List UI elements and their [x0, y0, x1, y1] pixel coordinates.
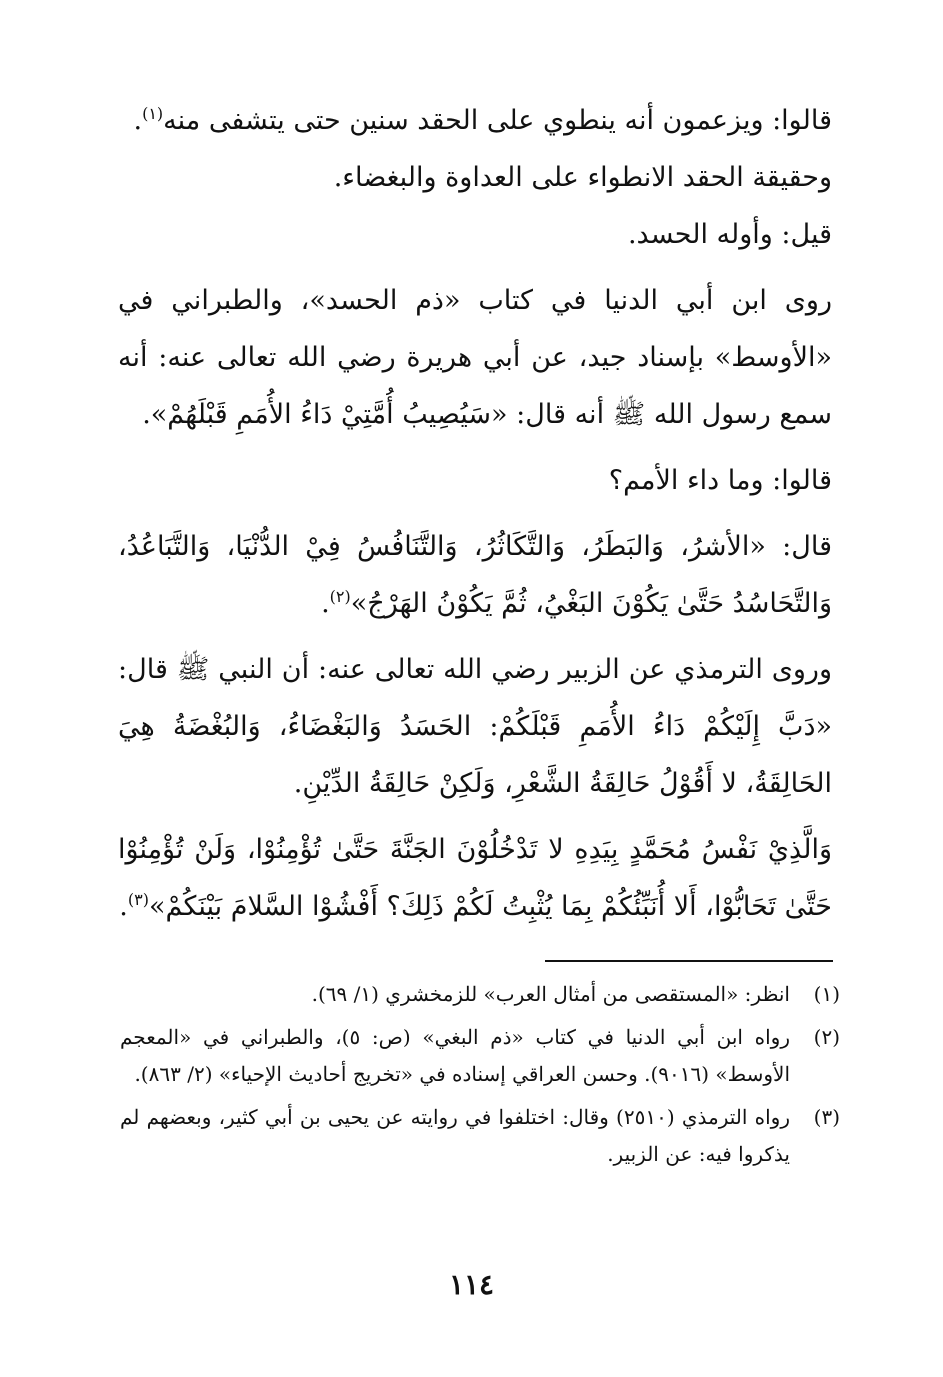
paragraph-1-text: قالوا: ويزعمون أنه ينطوي على الحقد سنين حتى يتشفى منه	[163, 105, 832, 136]
paragraph-8-end: .	[119, 891, 128, 922]
paragraph-7: وروى الترمذي عن الزبير رضي الله تعالى عنه: أن النبي ﷺ قال: «دَبَّ إِلَيْكُمْ دَاءُ الأُمَمِ قَبْلَكُمْ: الحَسَدُ وَالبَغْضَاءُ، وَالبُغْضَةُ هِيَ الحَالِقَةُ، لا أَقُوْلُ حَالِقَةُ الشَّعْرِ، وَلَكِنْ حَالِقَةُ الدِّيْنِ.	[118, 654, 832, 799]
paragraph-3: قيل: وأوله الحسد.	[627, 219, 832, 250]
paragraph-1-end: .	[133, 105, 143, 136]
paragraph-2: وحقيقة الحقد الانطواء على العداوة والبغضاء.	[333, 162, 832, 193]
paragraph-4: روى ابن أبي الدنيا في كتاب «ذم الحسد»، والطبراني في «الأوسط» بإسناد جيد، عن أبي هريرة رضي الله تعالى عنه: أنه سمع رسول الله ﷺ أنه قال: «سَيُصِيبُ أُمَّتِيْ دَاءُ الأُمَمِ قَبْلَهُمْ».	[118, 285, 832, 430]
paragraph-6-end: .	[321, 588, 330, 619]
footnote-text: رواه ابن أبي الدنيا في كتاب «ذم البغي» (ص: ٥)، والطبراني في «المعجم الأوسط» (٩٠١٦). وحسن العراقي إسناده في «تخريج أحاديث الإحياء» (٢/ ٨٦٣).	[120, 1025, 790, 1086]
footnote-ref-2: (٢)	[329, 587, 351, 606]
paragraph-1	[118, 92, 832, 149]
paragraph-6-text: قال: «الأشرُ، وَالبَطَرُ، وَالتَّكَاثُرُ، وَالتَّنَافُسُ فِيْ الدُّنْيَا، وَالتَّبَاعُدُ، وَالتَّحَاسُدُ حَتَّىٰ يَكُوْنَ البَغْيُ، ثُمَّ يَكُوْنُ الهَرْجُ»	[118, 531, 832, 619]
footnote-ref-3: (٣)	[127, 890, 149, 909]
footnote-3	[120, 1099, 840, 1173]
footnote-2	[120, 1019, 840, 1093]
paragraph-8	[118, 821, 832, 935]
paragraph-8-text: وَالَّذِيْ نَفْسُ مُحَمَّدٍ بِيَدِهِ لا تَدْخُلُوْنَ الجَنَّةَ حَتَّىٰ تُؤْمِنُوْا، وَلَنْ تُؤْمِنُوْا حَتَّىٰ تَحَابُّوْا، أَلا أُنَبِّئُكُمْ بِمَا يُثْبِتُ لَكُمْ ذَلِكَ؟ أَفْشُوْا السَّلامَ بَيْنَكُمْ»	[118, 834, 832, 922]
footnote-text: انظر: «المستقصى من أمثال العرب» للزمخشري (١/ ٦٩).	[311, 982, 790, 1006]
footnote-number: (٢)	[813, 1025, 840, 1049]
main-text	[118, 92, 832, 935]
footnote-ref-1: (١)	[142, 104, 164, 123]
footnote-divider	[545, 960, 833, 962]
paragraph-6	[118, 518, 832, 632]
footnote-number: (٣)	[813, 1105, 840, 1129]
footnote-text: رواه الترمذي (٢٥١٠) وقال: اختلفوا في روايته عن يحيى بن أبي كثير، وبعضهم لم يذكروا فيه: عن الزبير.	[120, 1105, 790, 1166]
footnote-1	[120, 976, 840, 1013]
page-number: ١١٤	[448, 1268, 495, 1301]
footnotes	[120, 976, 840, 1179]
paragraph-5: قالوا: وما داء الأمم؟	[608, 465, 832, 496]
footnote-number: (١)	[813, 982, 840, 1006]
